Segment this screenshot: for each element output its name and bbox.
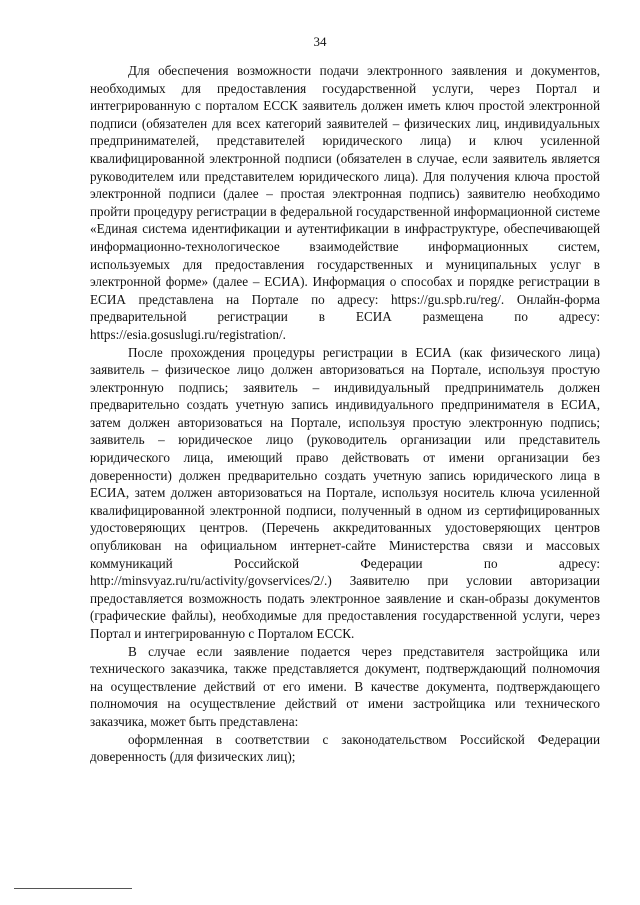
page-number: 34 [313,34,327,49]
paragraph-power-of-attorney: оформленная в соответствии с законодательством Российской Федерации доверенность (для физических лиц); [90,731,600,765]
document-body [90,62,600,766]
paragraph-esia-registration: Для обеспечения возможности подачи электронного заявления и документов, необходимых для предоставления государственной услуги, через Портал и интегрированную с порталом ЕССК заявитель должен иметь ключ простой электронной подписи (обязателен для всех категорий заявителей – физических лиц, индивидуальных предпринимателей, представителей юридического лица) и ключ усиленной квалифицированной электронной подписи (обязателен в случае, если заявитель является руководителем или представителем юридического лица). Для получения ключа простой электронной подписи (далее – простая электронная подпись) заявителю необходимо пройти процедуру регистрации в федеральной государственной информационной системе «Единая система идентификации и аутентификации в инфраструктуре, обеспечивающей информационно-технологическое взаимодействие информационных систем, используемых для предоставления государственных и муниципальных услуг в электронной форме» (далее – ЕСИА). Информация о способах и порядке регистрации в ЕСИА представлена на Портале по адресу: https://gu.spb.ru/reg/. Онлайн-форма предварительной регистрации в ЕСИА размещена по адресу: https://esia.gosuslugi.ru/registration/. [90,63,600,342]
paragraph-authorization: После прохождения процедуры регистрации в ЕСИА (как физического лица) заявитель – физическое лицо должен авторизоваться на Портале, используя простую электронную подпись; заявитель – индивидуальный предприниматель должен предварительно создать учетную запись индивидуального предпринимателя в ЕСИА, затем должен авторизоваться на Портале, используя простую электронную подпись; заявитель – юридическое лицо (руководитель организации или представитель юридического лица, имеющий право действовать от имени организации без доверенности) должен предварительно создать учетную запись юридического лица в ЕСИА, затем должен авторизоваться на Портале, используя носитель ключа усиленной квалифицированной электронной подписи, полученный в одном из сертифицированных удостоверяющих центров. (Перечень аккредитованных удостоверяющих центров опубликован на официальном интернет-сайте Министерства связи и массовых коммуникаций Российской Федерации по адресу: http://minsvyaz.ru/ru/activity/govservices/2/.) Заявителю при условии авторизации предоставляется возможность подать электронное заявление и скан-образы документов (графические файлы), необходимые для предоставления государственной услуги, через Портал и интегрированную с Порталом ЕССК. [90,344,600,641]
footnote-divider [14,888,132,889]
paragraph-representative: В случае если заявление подается через представителя застройщика или технического заказчика, также представляется документ, подтверждающий полномочия на осуществление действий от его имени. В качестве документа, подтверждающего полномочия на осуществление действий от имени застройщика или технического заказчика, может быть представлена: [90,643,600,729]
